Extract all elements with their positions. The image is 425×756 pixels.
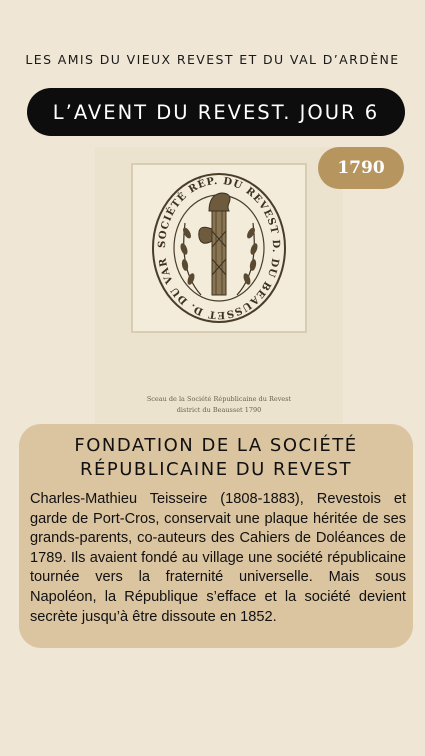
card-body-text: Charles-Mathieu Teisseire (1808-1883), Revestois et garde de Port-Cros, conservait une plaque héritée de ses grands-parents, co-auteurs des Cahiers de Doléances de 1789. Ils avaient fondé au village une société républicaine tournée vers la fraternité universelle. Mais sous Napoléon, la République s’efface et la société devient secrète jusqu’à être dissoute en 1852. bbox=[30, 491, 406, 625]
story-card bbox=[19, 424, 413, 648]
seal-caption-line1: Sceau de la Société Républicaine du Revest bbox=[146, 395, 292, 403]
seal-caption-line2: district du Beausset 1790 bbox=[176, 406, 262, 414]
association-name: LES AMIS DU VIEUX REVEST ET DU VAL D’ARDÈNE bbox=[25, 52, 400, 67]
card-title-line1: FONDATION DE LA SOCIÉTÉ bbox=[74, 435, 358, 456]
seal-engraving bbox=[139, 171, 299, 325]
year-label: 1790 bbox=[337, 158, 385, 178]
day-title: L’AVENT DU REVEST. JOUR 6 bbox=[52, 100, 380, 124]
seal-inscription: SOCIÉTÉ RÉP. DU REVEST D. DU BEAUSSET D. DU VAR bbox=[156, 175, 282, 321]
day-title-banner bbox=[27, 88, 405, 136]
card-title-line2: RÉPUBLICAINE DU REVEST bbox=[79, 459, 353, 480]
seal-photo bbox=[95, 147, 343, 423]
year-badge bbox=[318, 147, 404, 189]
card-title bbox=[19, 434, 413, 482]
seal-plate bbox=[131, 163, 307, 333]
